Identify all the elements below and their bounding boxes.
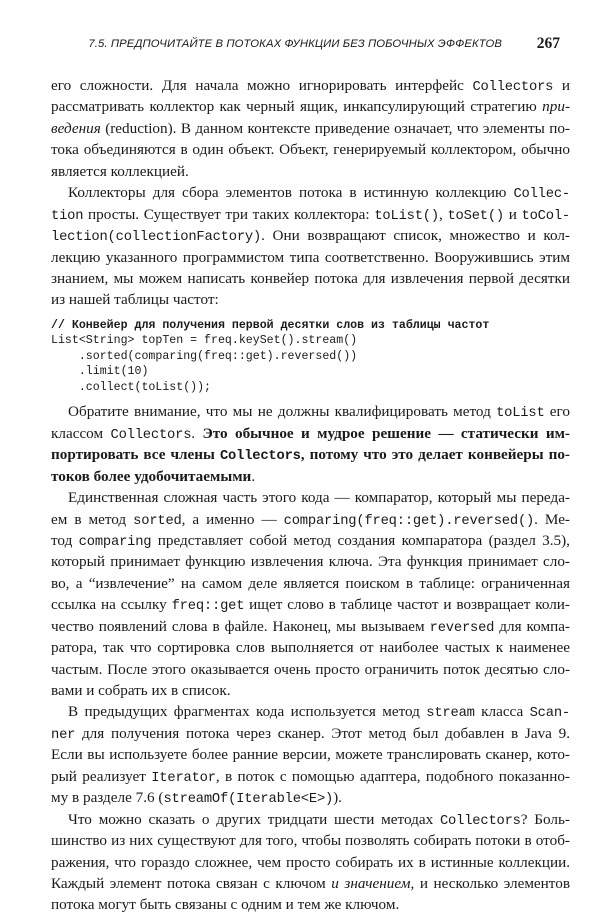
text-line: является коллекцией. bbox=[51, 162, 189, 180]
inline-code: comparing bbox=[78, 534, 152, 550]
text-line: тод comparing представляет собой метод создания компаратора (раздел 3.5), bbox=[51, 531, 570, 550]
bold-statement: Это обычное и мудрое решение — статически им- bbox=[202, 424, 570, 442]
inline-code: streamOf(Iterable<E>) bbox=[163, 792, 334, 808]
text-line: лекцию указанного программистом типа соответственно. Вооружившись этим bbox=[51, 248, 570, 266]
text-line: Обратите внимание, что мы не должны квалифицировать метод toList его bbox=[68, 403, 570, 422]
text-line: его сложности. Для начала можно игнорировать интерфейс Collectors и bbox=[51, 77, 570, 95]
inline-code: Scan- bbox=[529, 706, 570, 722]
text-line: ссылка на ссылку freq::get ищет слово в таблице частот и возвращает коли- bbox=[51, 596, 570, 615]
code-listing bbox=[51, 318, 570, 396]
text-line: рый реализует Iterator, в поток с помощью адаптера, подобного показанно- bbox=[51, 767, 570, 786]
text-line: знанием, мы можем написать конвейер потока для извлечения первой десятки bbox=[51, 269, 570, 287]
text-line: вами и собрать их в список. bbox=[51, 682, 231, 699]
inline-code: Collectors bbox=[472, 80, 554, 95]
code-comment: // Конвейер для получения первой десятки слов из таблицы частот bbox=[51, 318, 490, 332]
paragraph bbox=[51, 701, 570, 808]
text-line: В предыдущих фрагментах кода используется метод stream класса Scan- bbox=[68, 703, 570, 722]
text-line: Что можно сказать о других тридцати шести методах Collectors? Боль- bbox=[68, 810, 570, 829]
paragraph bbox=[51, 401, 570, 487]
inline-code: Collectors bbox=[110, 427, 192, 443]
inline-code: lection(collectionFactory) bbox=[51, 230, 262, 246]
text-line: токов более удобочитаемыми. bbox=[51, 467, 256, 485]
inline-code: freq::get bbox=[171, 599, 245, 615]
italic-term: при- bbox=[542, 98, 570, 116]
text-line: му в разделе 7.6 (streamOf(Iterable<E>)). bbox=[51, 789, 342, 808]
text-line: lection(collectionFactory). Они возвращают список, множество и кол- bbox=[51, 227, 570, 246]
text-line: чество появлений слова в файле. Наконец, мы вызываем reversed для компа- bbox=[51, 617, 570, 636]
inline-code: stream bbox=[426, 706, 475, 722]
text-line: портировать все члены Collectors, потому что это делает конвейеры по- bbox=[51, 446, 570, 465]
code-line: .limit(10) bbox=[51, 365, 149, 379]
page-number: 267 bbox=[536, 35, 560, 52]
text-line: Если вы используете более ранние версии, можете транслировать сканер, кото- bbox=[51, 746, 570, 764]
bold-statement: токов более удобочитаемыми bbox=[51, 467, 252, 485]
text-line: который принимает функцию извлечения ключа. Эта функция принимает сло- bbox=[51, 553, 570, 571]
inline-code: toCol- bbox=[521, 208, 570, 224]
text-line: ner для получения потока через сканер. Этот метод был добавлен в Java 9. bbox=[51, 724, 570, 743]
text-line: ем в метод sorted, а именно — comparing(freq::get).reversed(). Ме- bbox=[51, 510, 570, 529]
code-line: .collect(toList()); bbox=[51, 380, 212, 394]
text-line: рассматривать коллектор как черный ящик, инкапсулирующий стратегию при- bbox=[51, 98, 570, 116]
paragraph bbox=[51, 182, 570, 311]
inline-code: toList() bbox=[374, 208, 439, 224]
text-line: tion просты. Существует три таких коллектора: toList(), toSet() и toCol- bbox=[51, 205, 570, 224]
running-header bbox=[40, 36, 560, 56]
inline-code: Collectors bbox=[219, 449, 301, 465]
body-text bbox=[51, 75, 570, 916]
text-line: Единственная сложная часть этого кода — компаратор, который мы переда- bbox=[68, 489, 570, 507]
chapter-section-title: 7.5. ПРЕДПОЧИТАЙТЕ В ПОТОКАХ ФУНКЦИИ БЕЗ ПОБОЧНЫХ ЭФФЕКТОВ bbox=[88, 38, 502, 50]
text-line: классом Collectors. Это обычное и мудрое решение — статически им- bbox=[51, 424, 570, 443]
text-line: ведения (reduction). В данном контексте приведение означает, что элементы по- bbox=[51, 119, 570, 137]
italic-term: и значением bbox=[331, 874, 411, 892]
text-line: ражения, что гораздо сложнее, чем просто собирать их в истинные коллекции. bbox=[51, 853, 570, 871]
text-line: тока объединяются в один объект. Объект, генерируемый коллектором, обычно bbox=[51, 141, 570, 159]
inline-code: Collec- bbox=[513, 187, 570, 203]
text-line: из нашей таблицы частот: bbox=[51, 291, 219, 309]
text-line: ратора, так что сортировка слов выполняется от наиболее частых к наименее bbox=[51, 639, 570, 657]
paragraph bbox=[51, 75, 570, 182]
paragraph bbox=[51, 809, 570, 916]
text-line: Коллекторы для сбора элементов потока в истинную коллекцию Collec- bbox=[68, 184, 570, 203]
inline-code: Iterator bbox=[151, 770, 216, 786]
text-line: потока могут быть связаны с одним и тем же ключом. bbox=[51, 896, 400, 914]
text-line: шинство из них существуют для того, чтобы позволять собирать потоки в отоб- bbox=[51, 832, 570, 850]
inline-code: comparing(freq::get).reversed() bbox=[283, 513, 535, 529]
inline-code: tion bbox=[51, 208, 84, 224]
text-line: во, а “извлечение” на самом деле является поиском в таблице: ограниченная bbox=[51, 574, 570, 592]
inline-code: toList bbox=[496, 406, 545, 422]
code-line: List<String> topTen = freq.keySet().stream() bbox=[51, 334, 358, 348]
italic-term: ведения bbox=[51, 119, 101, 137]
inline-code: ner bbox=[51, 727, 76, 743]
text-line: Каждый элемент потока связан с ключом и значением, и несколько элементов bbox=[51, 874, 571, 892]
text-line: частым. После этого оказывается очень просто ограничить поток десятью сло- bbox=[51, 660, 570, 678]
code-line: .sorted(comparing(freq::get).reversed()) bbox=[51, 349, 358, 363]
inline-code: toSet() bbox=[447, 208, 505, 224]
paragraph bbox=[51, 487, 570, 701]
inline-code: reversed bbox=[429, 620, 495, 636]
inline-code: sorted bbox=[133, 513, 182, 529]
inline-code: Collectors bbox=[439, 813, 521, 829]
